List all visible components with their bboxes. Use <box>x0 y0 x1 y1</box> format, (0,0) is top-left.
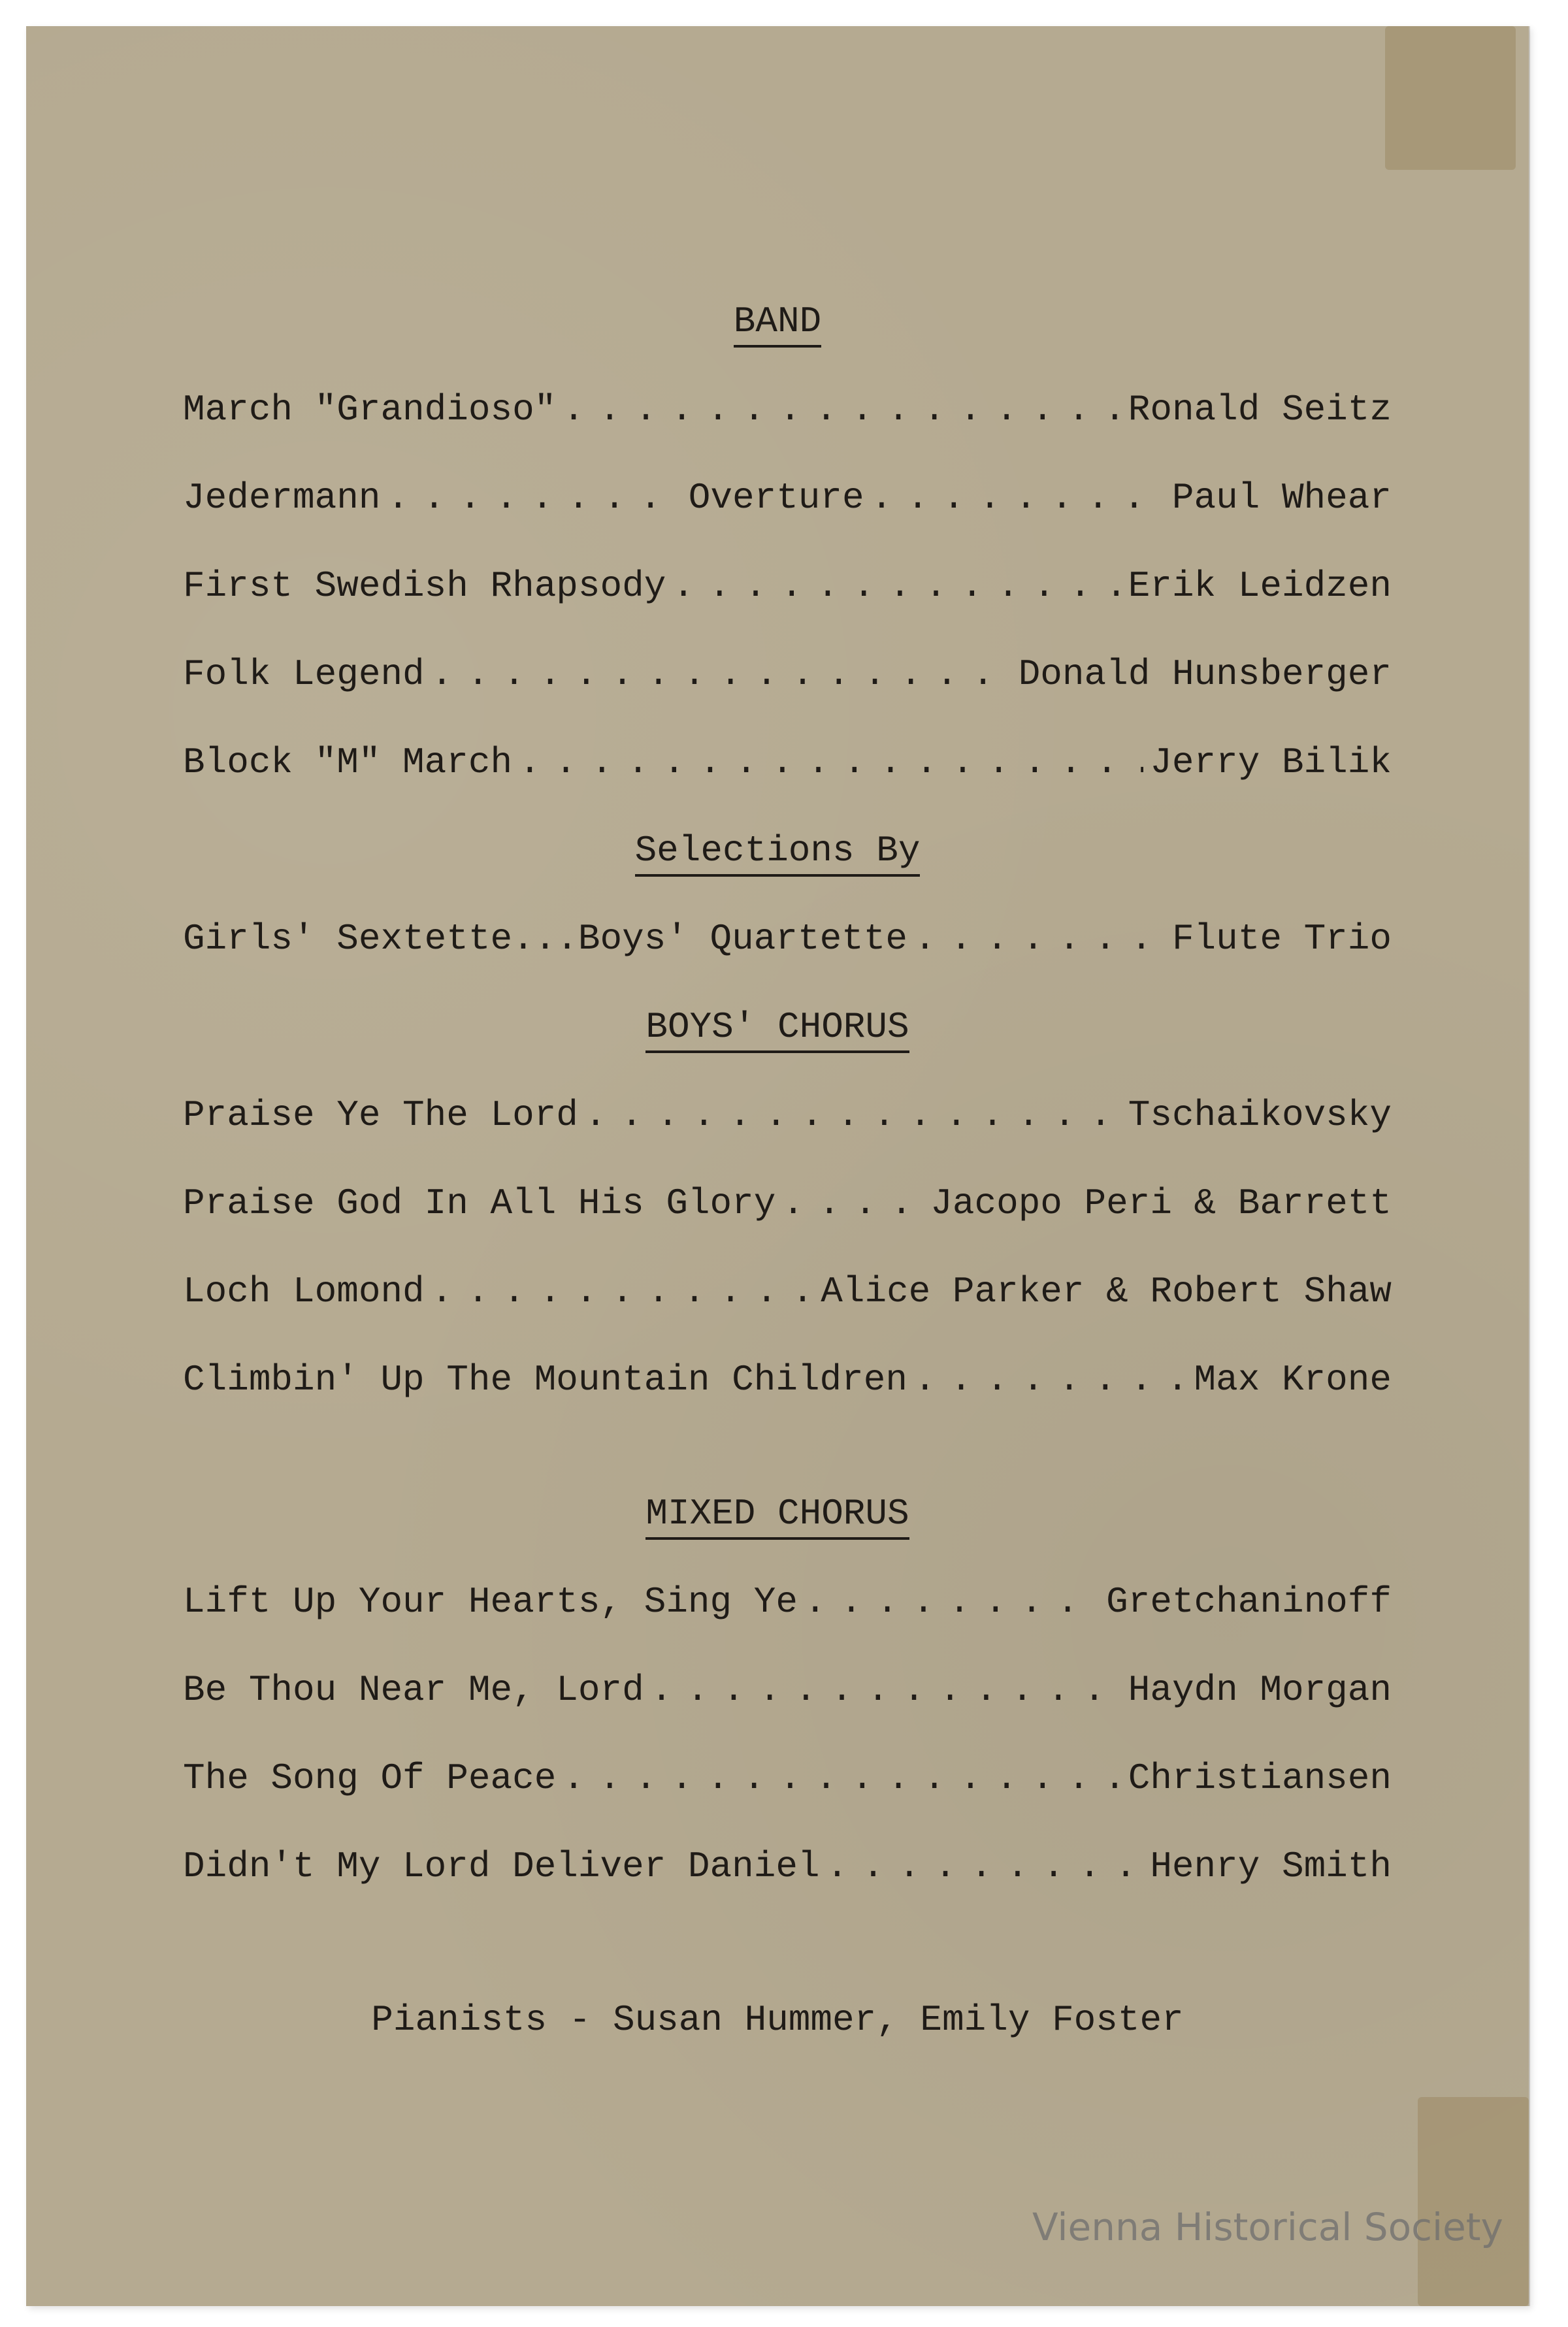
dot-leader <box>914 918 1166 960</box>
dot-leader <box>431 653 1012 695</box>
fold-line <box>1529 26 1530 2306</box>
dot-leader <box>804 1581 1100 1623</box>
selections-girls-sextette: Girls' Sextette... <box>183 918 578 960</box>
selections-row <box>183 918 1392 960</box>
mixed-chorus-item-2-title: Be Thou Near Me, Lord <box>183 1669 644 1711</box>
boys-chorus-item-3-title: Loch Lomond <box>183 1271 425 1312</box>
dot-leader <box>431 1271 815 1312</box>
band-item-4 <box>183 653 1392 695</box>
dot-leader <box>585 1094 1122 1136</box>
band-item-3-title: First Swedish Rhapsody <box>183 565 666 607</box>
band-item-3-composer: Erik Leidzen <box>1128 565 1392 607</box>
mixed-chorus-item-2-composer: Haydn Morgan <box>1128 1669 1392 1711</box>
tape-bottom <box>1418 2097 1529 2306</box>
band-item-4-composer: Donald Hunsberger <box>1018 653 1392 695</box>
program-page <box>26 26 1529 2306</box>
mixed-chorus-item-2 <box>183 1669 1392 1711</box>
mixed-chorus-item-1-composer: Gretchaninoff <box>1106 1581 1392 1623</box>
mixed-chorus-item-1-title: Lift Up Your Hearts, Sing Ye <box>183 1581 798 1623</box>
dot-leader <box>826 1846 1144 1887</box>
boys-chorus-item-1-composer: Tschaikovsky <box>1128 1094 1392 1136</box>
mixed-chorus-item-3 <box>183 1757 1392 1799</box>
dot-leader <box>519 741 1143 783</box>
band-item-2-subtitle: Overture <box>688 477 864 519</box>
dot-leader <box>563 1757 1121 1799</box>
pianists-credit: Pianists - Susan Hummer, Emily Foster <box>371 1999 1184 2041</box>
band-item-2 <box>183 477 1392 519</box>
mixed-chorus-item-1 <box>183 1581 1392 1623</box>
boys-chorus-heading: BOYS' CHORUS <box>26 1006 1529 1048</box>
mixed-chorus-item-4-composer: Henry Smith <box>1150 1846 1392 1887</box>
mixed-chorus-item-4 <box>183 1846 1392 1887</box>
mixed-chorus-item-4-title: Didn't My Lord Deliver Daniel <box>183 1846 820 1887</box>
boys-chorus-item-2 <box>183 1182 1392 1224</box>
selections-boys-quartette: Boys' Quartette <box>578 918 907 960</box>
dot-leader <box>651 1669 1122 1711</box>
boys-chorus-item-1-title: Praise Ye The Lord <box>183 1094 578 1136</box>
boys-chorus-item-4-composer: Max Krone <box>1194 1359 1392 1401</box>
boys-chorus-item-2-composer: Jacopo Peri & Barrett <box>930 1182 1392 1224</box>
boys-chorus-item-4 <box>183 1359 1392 1401</box>
dot-leader <box>387 477 681 519</box>
selections-flute-trio: Flute Trio <box>1171 918 1392 960</box>
band-item-1 <box>183 389 1392 431</box>
dot-leader <box>914 1359 1188 1401</box>
band-heading: BAND <box>26 301 1529 342</box>
boys-chorus-item-1 <box>183 1094 1392 1136</box>
band-item-5 <box>183 741 1392 783</box>
band-item-5-composer: Jerry Bilik <box>1150 741 1392 783</box>
band-item-5-title: Block "M" March <box>183 741 513 783</box>
boys-chorus-item-4-title: Climbin' Up The Mountain Children <box>183 1359 907 1401</box>
boys-chorus-item-3 <box>183 1271 1392 1312</box>
boys-chorus-item-3-composer: Alice Parker & Robert Shaw <box>821 1271 1392 1312</box>
watermark: Vienna Historical Society <box>1032 2205 1503 2249</box>
boys-chorus-item-2-title: Praise God In All His Glory <box>183 1182 776 1224</box>
tape-top <box>1385 26 1516 170</box>
mixed-chorus-heading: MIXED CHORUS <box>26 1493 1529 1535</box>
selections-heading: Selections By <box>26 830 1529 871</box>
dot-leader <box>563 389 1121 431</box>
dot-leader <box>672 565 1121 607</box>
band-item-2-title: Jedermann <box>183 477 381 519</box>
mixed-chorus-item-3-title: The Song Of Peace <box>183 1757 557 1799</box>
band-item-2-composer: Paul Whear <box>1171 477 1392 519</box>
band-item-4-title: Folk Legend <box>183 653 425 695</box>
band-item-3 <box>183 565 1392 607</box>
mixed-chorus-item-3-composer: Christiansen <box>1128 1757 1392 1799</box>
band-item-1-title: March "Grandioso" <box>183 389 557 431</box>
dot-leader <box>871 477 1166 519</box>
dot-leader <box>782 1182 924 1224</box>
band-item-1-composer: Ronald Seitz <box>1128 389 1392 431</box>
